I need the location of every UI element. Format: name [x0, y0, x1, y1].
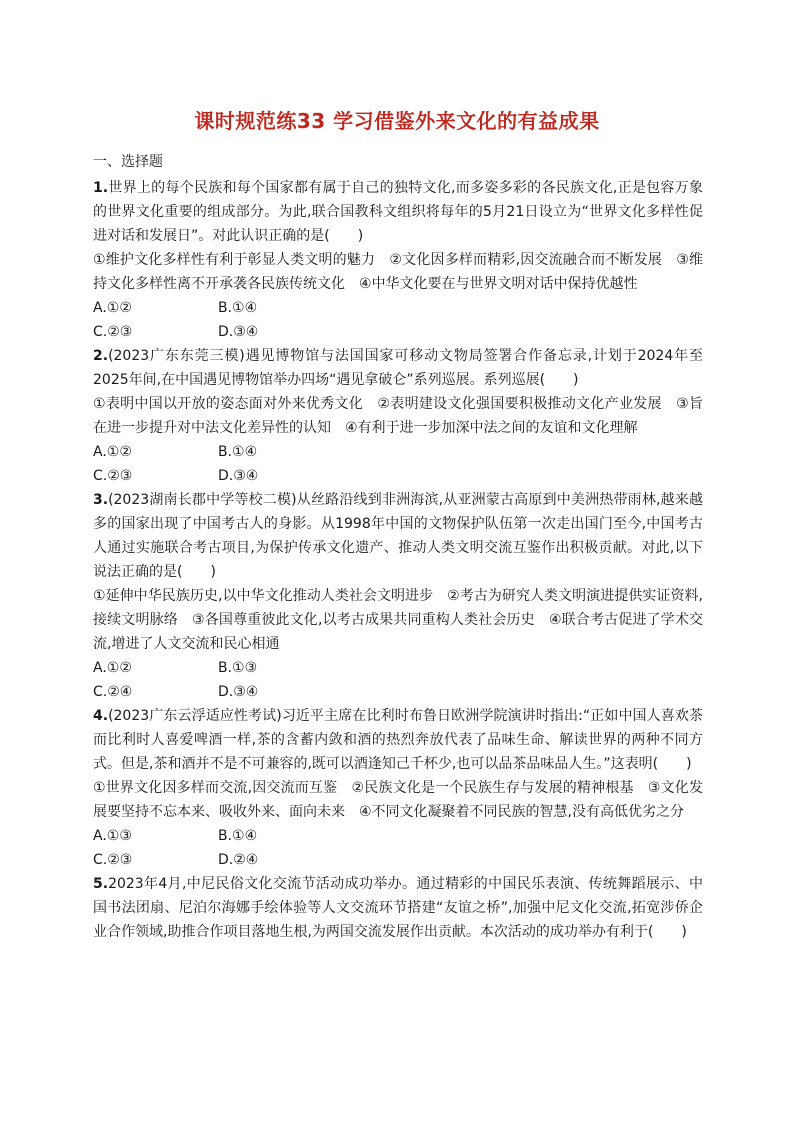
option-d[interactable]: D.②④ — [218, 852, 259, 868]
question-stem — [93, 488, 703, 584]
stem-text: 2023年4月,中尼民俗文化交流节活动成功举办。通过精彩的中国民乐表演、传统舞蹈展示、中国书法团扇、尼泊尔海娜手绘体验等人文交流环节搭建“友谊之桥”,加强中尼文化交流,拓宽涉侨企业合作领域,助推合作项目落地生根,为两国交流发展作出贡献。本次活动的成功举办有利于( ) — [93, 876, 703, 940]
options-row — [93, 440, 703, 464]
option-b[interactable]: B.①④ — [218, 444, 258, 460]
options-row — [93, 824, 703, 848]
option-c[interactable]: C.②③ — [93, 468, 133, 484]
options-row — [93, 464, 703, 488]
question-5 — [93, 872, 703, 944]
question-number: 3. — [93, 492, 109, 508]
option-b[interactable]: B.①④ — [218, 300, 258, 316]
options-row — [93, 296, 703, 320]
statements: ①维护文化多样性有利于彰显人类文明的魅力 ②文化因多样而精彩,因交流融合而不断发展 ③维持文化多样性离不开承袭各民族传统文化 ④中华文化要在与世界文明对话中保持优越性 — [93, 252, 703, 292]
question-stem — [93, 704, 703, 776]
exercise-content — [93, 150, 703, 944]
options-row — [93, 848, 703, 872]
stem-text: (2023湖南长郡中学等校二模)从丝路沿线到非洲海滨,从亚洲蒙古高原到中美洲热带雨林,越来越多的国家出现了中国考古人的身影。从1998年中国的文物保护队伍第一次走出国门至今,中国考古人通过实施联合考古项目,为保护传承文化遗产、推动人类文明交流互鉴作出积极贡献。对此,以下说法正确的是( ) — [93, 492, 703, 580]
question-number: 5. — [93, 876, 109, 892]
option-d[interactable]: D.③④ — [218, 324, 259, 340]
section-heading: 一、选择题 — [93, 154, 163, 170]
option-a[interactable]: A.①② — [93, 300, 132, 316]
options-row — [93, 680, 703, 704]
question-stem — [93, 344, 703, 392]
stem-text: (2023广东东莞三模)遇见博物馆与法国国家可移动文物局签署合作备忘录,计划于2024年至2025年间,在中国遇见博物馆举办四场“遇见拿破仑”系列巡展。系列巡展( ) — [93, 348, 703, 388]
option-c[interactable]: C.②③ — [93, 852, 133, 868]
option-c[interactable]: C.②④ — [93, 684, 133, 700]
options-row — [93, 320, 703, 344]
option-a[interactable]: A.①② — [93, 444, 132, 460]
question-stem — [93, 176, 703, 248]
question-number: 4. — [93, 708, 109, 724]
statements: ①世界文化因多样而交流,因交流而互鉴 ②民族文化是一个民族生存与发展的精神根基 ③文化发展要坚持不忘本来、吸收外来、面向未来 ④不同文化凝聚着不同民族的智慧,没有高低优劣之分 — [93, 780, 703, 820]
question-number: 2. — [93, 348, 109, 364]
stem-text: (2023广东云浮适应性考试)习近平主席在比利时布鲁日欧洲学院演讲时指出:“正如中国人喜欢茶而比利时人喜爱啤酒一样,茶的含蓄内敛和酒的热烈奔放代表了品味生命、解读世界的两种不同方式。但是,茶和酒并不是不可兼容的,既可以酒逢知己千杯少,也可以品茶品味品人生。”这表明( ) — [93, 708, 703, 772]
option-b[interactable]: B.①③ — [218, 660, 258, 676]
page-title: 课时规范练33 学习借鉴外来文化的有益成果 — [194, 109, 600, 133]
question-1 — [93, 176, 703, 344]
question-4 — [93, 704, 703, 872]
question-3 — [93, 488, 703, 704]
option-a[interactable]: A.①③ — [93, 828, 132, 844]
stem-text: 世界上的每个民族和每个国家都有属于自己的独特文化,而多姿多彩的各民族文化,正是包容万象的世界文化重要的组成部分。为此,联合国教科文组织将每年的5月21日设立为“世界文化多样性促进对话和发展日”。对此认识正确的是( ) — [93, 180, 703, 244]
question-2 — [93, 344, 703, 488]
option-b[interactable]: B.①④ — [218, 828, 258, 844]
option-d[interactable]: D.③④ — [218, 684, 259, 700]
question-number: 1. — [93, 180, 109, 196]
option-d[interactable]: D.③④ — [218, 468, 259, 484]
options-row — [93, 656, 703, 680]
statements: ①延伸中华民族历史,以中华文化推动人类社会文明进步 ②考古为研究人类文明演进提供实证资料,接续文明脉络 ③各国尊重彼此文化,以考古成果共同重构人类社会历史 ④联合考古促进了学术交流,增进了人文交流和民心相通 — [93, 588, 703, 652]
question-stem — [93, 872, 703, 944]
statements: ①表明中国以开放的姿态面对外来优秀文化 ②表明建设文化强国要积极推动文化产业发展 ③旨在进一步提升对中法文化差异性的认知 ④有利于进一步加深中法之间的友谊和文化理解 — [93, 396, 703, 436]
option-c[interactable]: C.②③ — [93, 324, 133, 340]
option-a[interactable]: A.①② — [93, 660, 132, 676]
